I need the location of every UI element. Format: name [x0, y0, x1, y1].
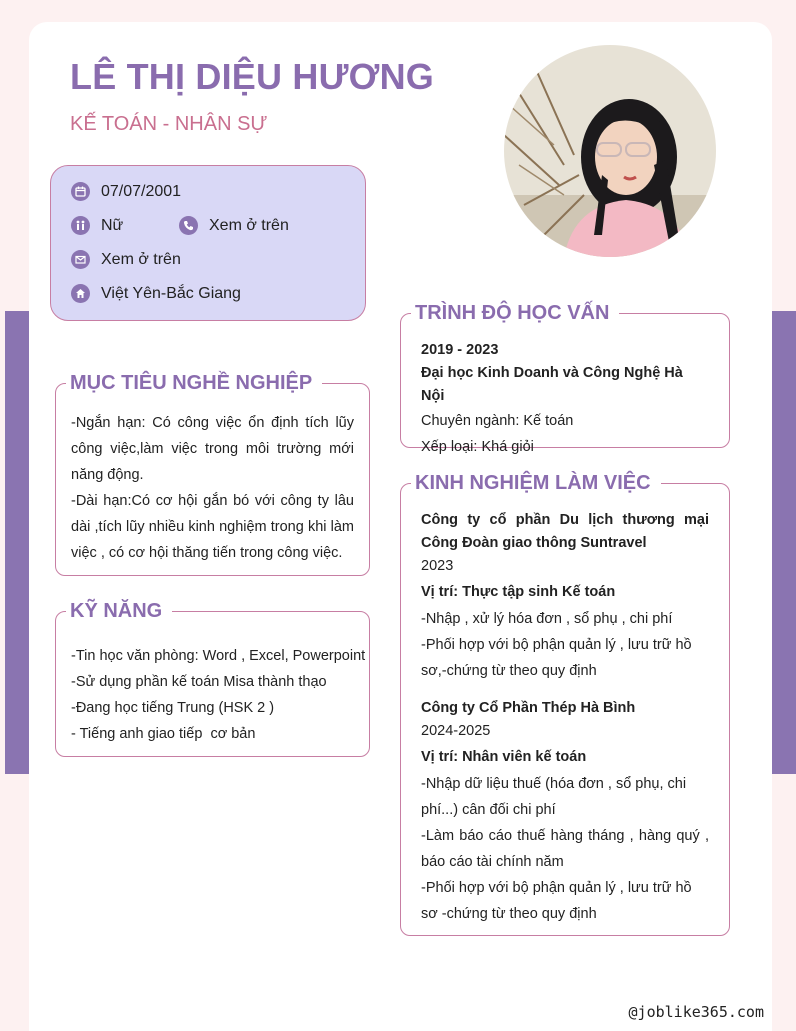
skills-list [71, 643, 366, 747]
objective-long-term: -Dài hạn:Có cơ hội gắn bó với công ty lâu dài ,tích lũy nhiều kinh nghiệm trong khi làm việc , có cơ hội thăng tiến trong công việc. [71, 493, 354, 561]
job-company: Công ty Cổ Phần Thép Hà Bình [421, 700, 636, 716]
email-icon [71, 250, 90, 269]
job-period: 2024-2025 [421, 723, 491, 739]
email-value: Xem ở trên [101, 250, 181, 268]
experience-title: KINH NGHIỆM LÀM VIỆC [411, 470, 661, 496]
skills-title: KỸ NĂNG [66, 598, 172, 624]
skills-section [55, 600, 370, 757]
gender-icon [71, 216, 90, 235]
candidate-name: LÊ THỊ DIỆU HƯƠNG [70, 56, 434, 97]
side-band-left [5, 311, 29, 774]
job-duty: -Phối hợp với bộ phận quản lý , lưu trữ hồ sơ -chứng từ theo quy định [421, 880, 692, 922]
phone-value: Xem ở trên [209, 216, 289, 234]
education-major: Chuyên ngành: Kế toán [421, 413, 574, 429]
experience-section [400, 472, 730, 936]
birthday-value: 07/07/2001 [101, 182, 182, 200]
job-period: 2023 [421, 558, 454, 574]
contact-phone [179, 216, 289, 235]
job-duty: -Làm báo cáo thuế hàng tháng , hàng quý , báo cáo tài chính năm [421, 828, 709, 870]
watermark: @joblike365.com [628, 1003, 764, 1021]
education-grade: Xếp loại: Khá giỏi [421, 439, 534, 455]
contact-address [71, 284, 241, 303]
skill-item: - Tiếng anh giao tiếp cơ bản [71, 726, 256, 742]
job-company: Công ty cổ phần Du lịch thương mại Công Đoàn giao thông Suntravel [421, 512, 709, 551]
skill-item: -Sử dụng phần kế toán Misa thành thạo [71, 674, 327, 690]
objective-text [71, 410, 354, 566]
job-position: Vị trí: Nhân viên kế toán [421, 749, 587, 765]
contact-birthday [71, 182, 181, 201]
objective-section [55, 372, 370, 576]
address-value: Việt Yên-Bắc Giang [101, 284, 241, 302]
job-entry-1 [421, 509, 709, 684]
education-details [421, 339, 709, 460]
calendar-icon [71, 182, 90, 201]
objective-short-term: -Ngắn hạn: Có công việc ổn định tích lũy công việc,làm việc trong môi trường mới năng động. [71, 415, 354, 483]
phone-icon [179, 216, 198, 235]
skill-item: -Tin học văn phòng: Word , Excel, Powerpoint [71, 648, 366, 664]
candidate-role: KẾ TOÁN - NHÂN SỰ [70, 113, 268, 135]
skill-item: -Đang học tiếng Trung (HSK 2 ) [71, 700, 275, 716]
education-school: Đại học Kinh Doanh và Công Nghệ Hà Nội [421, 365, 683, 404]
home-icon [71, 284, 90, 303]
education-title: TRÌNH ĐỘ HỌC VẤN [411, 300, 619, 326]
job-position: Vị trí: Thực tập sinh Kế toán [421, 584, 616, 600]
profile-photo [504, 45, 716, 257]
contact-email [71, 250, 181, 269]
education-years: 2019 - 2023 [421, 342, 499, 358]
job-duty: -Nhập dữ liệu thuế (hóa đơn , sổ phụ, chi phí...) cân đối chi phí [421, 776, 687, 818]
contact-gender [71, 216, 123, 235]
job-duty: -Phối hợp với bộ phận quản lý , lưu trữ hồ sơ,-chứng từ theo quy định [421, 637, 692, 679]
education-section [400, 302, 730, 455]
contact-box [50, 165, 366, 321]
objective-title: MỤC TIÊU NGHỀ NGHIỆP [66, 370, 322, 396]
gender-value: Nữ [101, 216, 124, 234]
job-duty: -Nhập , xử lý hóa đơn , sổ phụ , chi phí [421, 611, 673, 627]
job-entry-2 [421, 697, 709, 927]
side-band-right [772, 311, 796, 774]
